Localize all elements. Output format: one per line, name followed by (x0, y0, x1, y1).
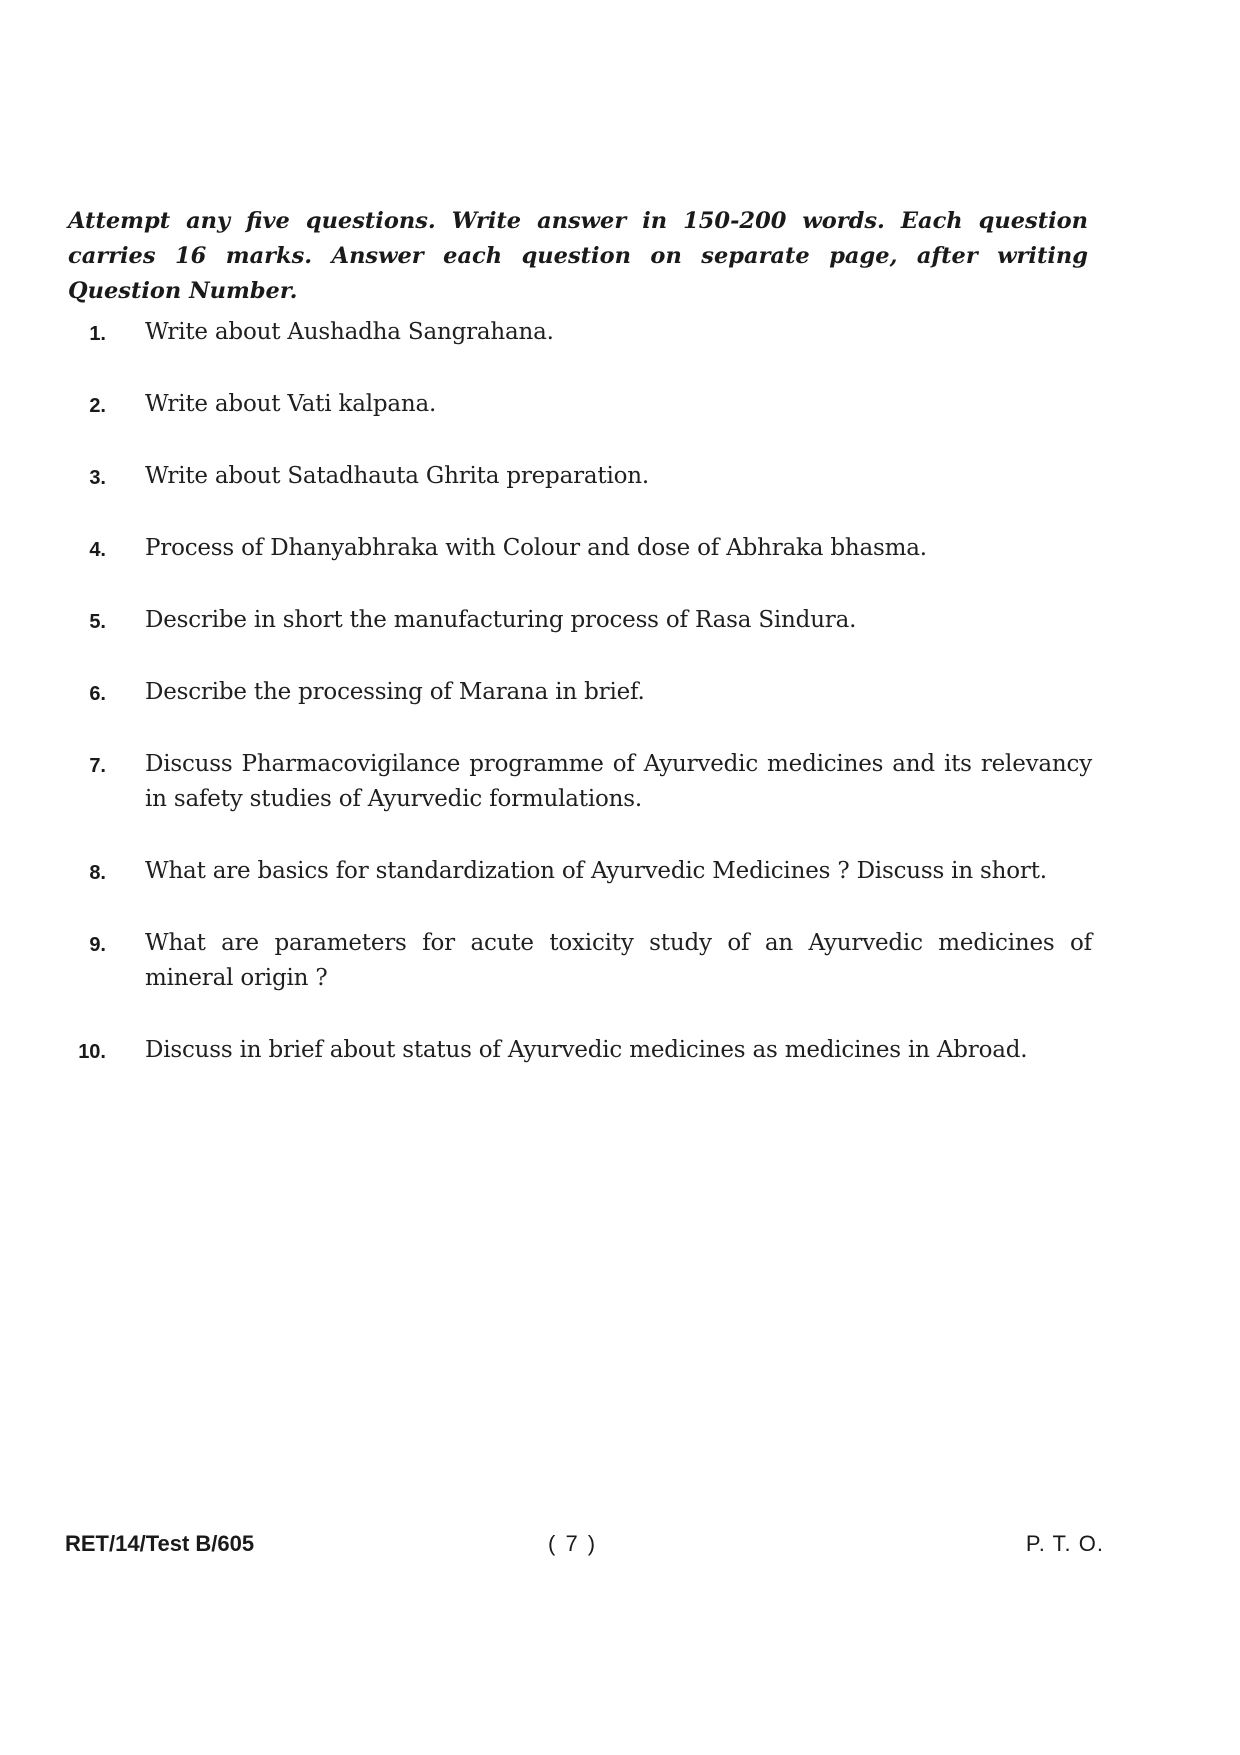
question-number: 5. (89, 611, 106, 633)
question-text: Write about Aushadha Sangrahana. (145, 319, 554, 345)
question-item (64, 387, 1094, 422)
question-number: 8. (89, 862, 106, 884)
question-number: 4. (89, 539, 106, 561)
question-item (64, 315, 1094, 350)
question-number: 1. (89, 323, 106, 345)
please-turn-over: P. T. O. (1025, 1531, 1104, 1556)
question-item (64, 747, 1094, 817)
question-item (64, 675, 1094, 710)
question-text: What are parameters for acute toxicity study of an Ayurvedic medicines of mineral origin ? (145, 930, 1092, 991)
question-item (64, 854, 1094, 889)
question-text: Write about Satadhauta Ghrita preparation. (145, 463, 649, 489)
question-text: Discuss Pharmacovigilance programme of Ayurvedic medicines and its relevancy in safety studies of Ayurvedic formulations. (145, 751, 1092, 812)
question-text: Describe the processing of Marana in brief. (145, 679, 645, 705)
question-text: Write about Vati kalpana. (145, 391, 437, 417)
question-text: What are basics for standardization of Ayurvedic Medicines ? Discuss in short. (145, 858, 1047, 884)
question-number: 9. (89, 934, 106, 956)
question-item (64, 1033, 1094, 1068)
question-number: 10. (78, 1041, 106, 1063)
question-text: Describe in short the manufacturing process of Rasa Sindura. (145, 607, 857, 633)
question-item (64, 603, 1094, 638)
question-number: 2. (89, 395, 106, 417)
question-number: 7. (89, 755, 106, 777)
question-number: 3. (89, 467, 106, 489)
page-number: ( 7 ) (548, 1531, 598, 1556)
paper-code: RET/14/Test B/605 (65, 1531, 255, 1556)
exam-instructions: Attempt any five questions. Write answer in 150-200 words. Each question carries 16 marks. Answer each question on separate page, after writing Question Number. (68, 208, 1088, 304)
question-list (64, 315, 1094, 1105)
page-footer (0, 1528, 1240, 1568)
question-text: Discuss in brief about status of Ayurvedic medicines as medicines in Abroad. (145, 1037, 1028, 1063)
question-number: 6. (89, 683, 106, 705)
question-item (64, 459, 1094, 494)
question-text: Process of Dhanyabhraka with Colour and dose of Abhraka bhasma. (145, 535, 927, 561)
question-item (64, 531, 1094, 566)
question-item (64, 926, 1094, 996)
